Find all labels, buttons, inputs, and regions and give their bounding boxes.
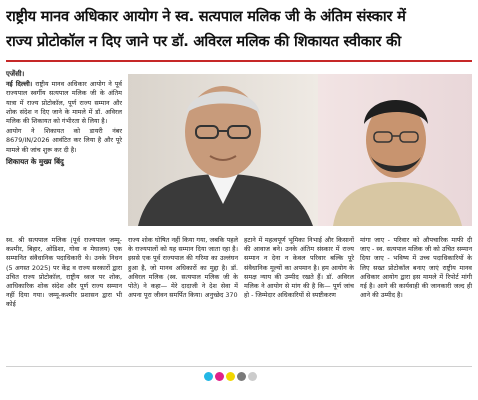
article-col-1-top bbox=[6, 70, 122, 236]
headline-line-2: राज्य प्रोटोकॉल न दिए जाने पर डॉ. अविरल मलिक की शिकायत स्वीकार की bbox=[6, 33, 401, 50]
register-dot-icon bbox=[248, 372, 257, 381]
intro-paragraph: नई दिल्ली। राष्ट्रीय मानव अधिकार आयोग ने पूर्व राज्यपाल स्वर्गीय सत्यपाल मलिक जी के अंतिम यात्रा में राज्य प्रोटोकॉल, पूर्ण राज्य सम्मान और शोक संदेश न दिए जाने के मामले में डॉ. अविरल मलिक की शिकायत को गंभीरता से लिया है। bbox=[6, 80, 122, 126]
article-col-1-bottom: स्व. श्री सत्यपाल मलिक (पूर्व राज्यपाल जम्मू-कश्मीर, बिहार, ओडिशा, गोवा व मेघालय) एक सम्मानित संवैधानिक पदाधिकारी थे। उनके निधन (5 अगस्त 2025) पर केंद्र व राज्य सरकारों द्वारा उचित राज्य प्रोटोकॉल, राष्ट्रीय ध्वज पर शोक, आधिकारिक शोक संदेश और पूर्ण राज्य सम्मान नहीं दिया गया। जम्मू-कश्मीर प्रशासन द्वारा भी कोई bbox=[6, 236, 122, 309]
diary-paragraph: आयोग ने शिकायत को डायरी नंबर 8679/IN/2026 आवंटित कर लिया है और पूरे मामले की जांच शुरू कर दी है। bbox=[6, 127, 122, 154]
news-photo bbox=[128, 74, 472, 226]
register-dot-icon bbox=[237, 372, 246, 381]
headline bbox=[6, 4, 472, 54]
article-col-3: हटाने में महत्वपूर्ण भूमिका निभाई और किसानों की आवाज बने। उनके अंतिम संस्कार में राज्य सम्मान न देना न केवल परिवार बल्कि पूरे संवैधानिक मूल्यों का अपमान है। हम आयोग के समक्ष न्याय की उम्मीद रखते हैं। डॉ. अविरल मलिक ने आयोग से मांग की है कि— पूर्ण जांच हो - जिम्मेदार अधिकारियों से स्पष्टीकरण bbox=[244, 236, 354, 300]
register-dot-icon bbox=[215, 372, 224, 381]
portrait-photo-icon bbox=[128, 74, 472, 226]
agency-credit: एजेंसी। bbox=[6, 70, 25, 78]
headline-line-1: राष्ट्रीय मानव अधिकार आयोग ने स्व. सत्यपाल मलिक जी के अंतिम संस्कार में bbox=[6, 8, 406, 25]
dateline: नई दिल्ली। bbox=[6, 80, 33, 89]
headline-rule bbox=[6, 60, 472, 62]
article-col-4: मांगा जाए - परिवार को औपचारिक माफी दी जाए - स्व. सत्यपाल मलिक जी को उचित सम्मान दिया जाए - भविष्य में उच्च पदाधिकारियों के लिए सख्त प्रोटोकॉल बनाए जाएं राष्ट्रीय मानव अधिकार आयोग द्वारा इस मामले में रिपोर्ट मांगी गई है। आगे की कार्यवाही की जानकारी जल्द ही आने की उम्मीद है। bbox=[360, 236, 472, 300]
subheading: शिकायत के मुख्य बिंदु bbox=[6, 156, 64, 166]
color-register-marks bbox=[204, 372, 257, 381]
article-col-2: राज्य शोक घोषित नहीं किया गया, जबकि पहले के राज्यपालों को यह सम्मान दिया जाता रहा है। इससे एक पूर्व राज्यपाल की गरिमा का उल्लंघन हुआ है, जो मानव अधिकारों का मुद्दा है। डॉ. अविरल मलिक (स्व. सत्यपाल मलिक जी के पोते) ने कहा— मेरे दादाजी ने देश सेवा में अपना पूरा जीवन समर्पित किया। अनुच्छेद 370 bbox=[128, 236, 238, 300]
register-dot-icon bbox=[226, 372, 235, 381]
bottom-divider bbox=[6, 366, 472, 367]
register-dot-icon bbox=[204, 372, 213, 381]
